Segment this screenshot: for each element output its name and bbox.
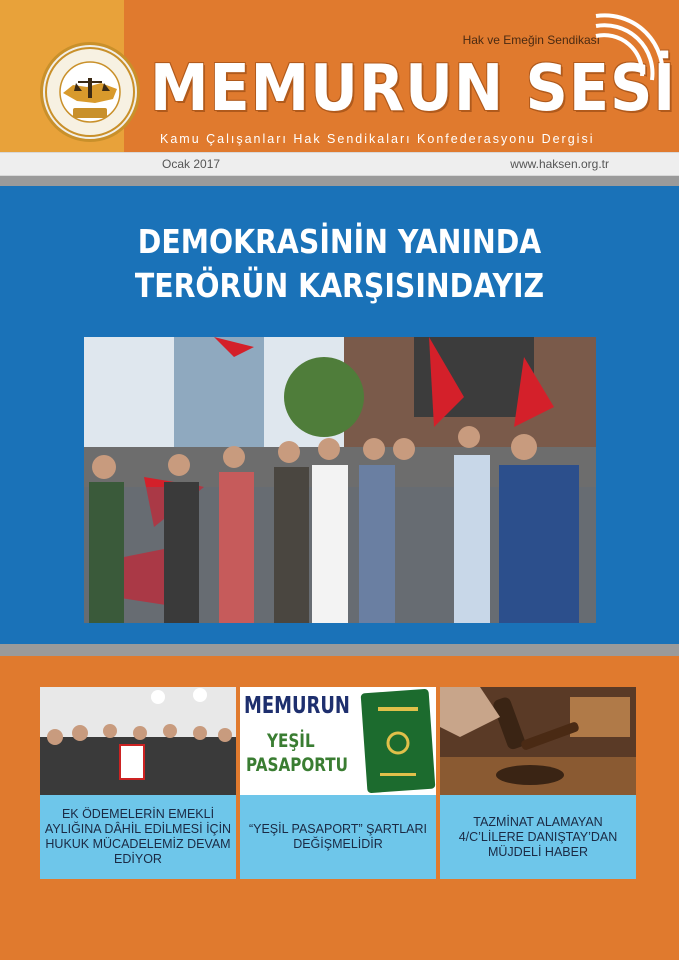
cover-headline (0, 220, 679, 308)
passport-title-line-1: MEMURUN (244, 693, 350, 719)
passport-title-lines (246, 729, 349, 777)
article-caption: “YEŞİL PASAPORT” ŞARTLARI DEĞİŞMELİDİR (240, 795, 436, 879)
headline-line-1: DEMOKRASİNİN YANINDA (137, 222, 542, 261)
issue-bar (0, 152, 679, 176)
article-card-pension[interactable] (40, 687, 236, 879)
passport-booklet-icon (358, 687, 436, 795)
article-card-danistay[interactable] (440, 687, 636, 879)
protest-photo (84, 337, 596, 623)
masthead-subtitle: Kamu Çalışanları Hak Sendikaları Konfederasyonu Dergisi (160, 132, 595, 146)
green-passport (240, 687, 436, 795)
issue-date: Ocak 2017 (162, 157, 221, 171)
haksen-logo (40, 42, 140, 142)
article-caption: EK ÖDEMELERİN EMEKLİ AYLIĞINA DÂHİL EDİLMESİ İÇİN HUKUK MÜCADELEMİZ DEVAM EDİYOR (40, 795, 236, 879)
headline-line-2: TERÖRÜN KARŞISINDAYIZ (134, 266, 545, 305)
divider-band-bottom (0, 644, 679, 656)
signal-waves-icon (592, 10, 664, 90)
masthead-title: MEMURUN SESİ (150, 52, 677, 126)
article-cards (40, 687, 636, 879)
website-link[interactable]: www.haksen.org.tr (510, 157, 609, 171)
cover-header (0, 0, 679, 152)
gavel (440, 687, 636, 795)
passport-title-line-2: YEŞİL (266, 730, 315, 752)
divider-band (0, 176, 679, 186)
article-card-passport[interactable] (240, 687, 436, 879)
article-caption: TAZMİNAT ALAMAYAN 4/C’LİLERE DANIŞTAY’DAN MÜJDELİ HABER (440, 795, 636, 879)
tagline: Hak ve Emeğin Sendikası (462, 33, 600, 47)
protest-thumbnail (40, 687, 236, 795)
passport-title-line-3: PASAPORTU (246, 754, 349, 776)
